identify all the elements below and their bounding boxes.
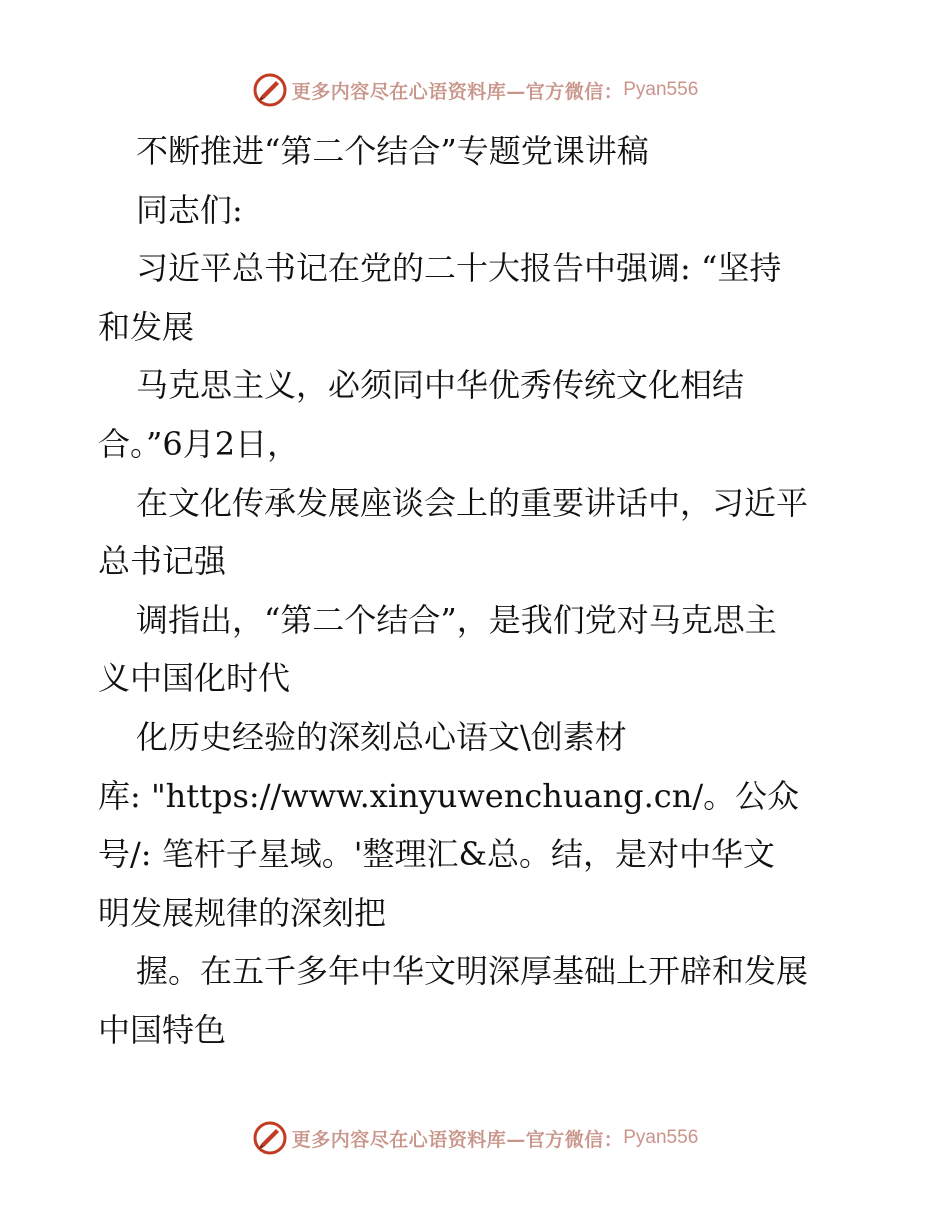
paragraph-line: 在文化传承发展座谈会上的重要讲话中，习近平 — [136, 483, 809, 522]
document-body — [98, 122, 858, 1060]
paragraph-line: 合。”6月2日， — [98, 424, 300, 463]
paragraph-line: 和发展 — [98, 307, 195, 346]
header-wechat-handle: Pyan556 — [623, 79, 699, 100]
logo-icon — [252, 1120, 288, 1156]
logo-icon — [252, 72, 288, 108]
footer-banner-text: 更多内容尽在心语资料库—官方微信： — [291, 1128, 624, 1151]
paragraph-line: 习近平总书记在党的二十大报告中强调: “坚持 — [136, 249, 782, 288]
header-banner-text: 更多内容尽在心语资料库—官方微信： — [291, 80, 624, 103]
header-banner — [0, 70, 950, 110]
paragraph-line: 马克思主义，必须同中华优秀传统文化相结 — [136, 366, 745, 405]
paragraph-line: 义中国化时代 — [98, 659, 291, 698]
paragraph-line: 明发展规律的深刻把 — [98, 893, 387, 932]
footer-banner — [0, 1118, 950, 1158]
paragraph-line: 握。在五千多年中华文明深厚基础上开辟和发展 — [136, 952, 809, 991]
paragraph-line: 号/: 笔杆子星域。'整理汇&总。结，是对中华文 — [98, 835, 776, 874]
salutation: 同志们: — [136, 190, 243, 229]
footer-wechat-handle: Pyan556 — [623, 1127, 699, 1148]
document-title: 不断推进“第二个结合”专题党课讲稿 — [136, 132, 649, 170]
paragraph-line: 化历史经验的深刻总心语文\创素材 — [136, 717, 627, 756]
paragraph-line: 调指出，“第二个结合”，是我们党对马克思主 — [136, 600, 777, 639]
paragraph-line: 总书记强 — [98, 542, 227, 581]
paragraph-line: 中国特色 — [98, 1010, 227, 1049]
paragraph-line: 库: "https://www.xinyuwenchuang.cn/。公众 — [98, 776, 800, 815]
